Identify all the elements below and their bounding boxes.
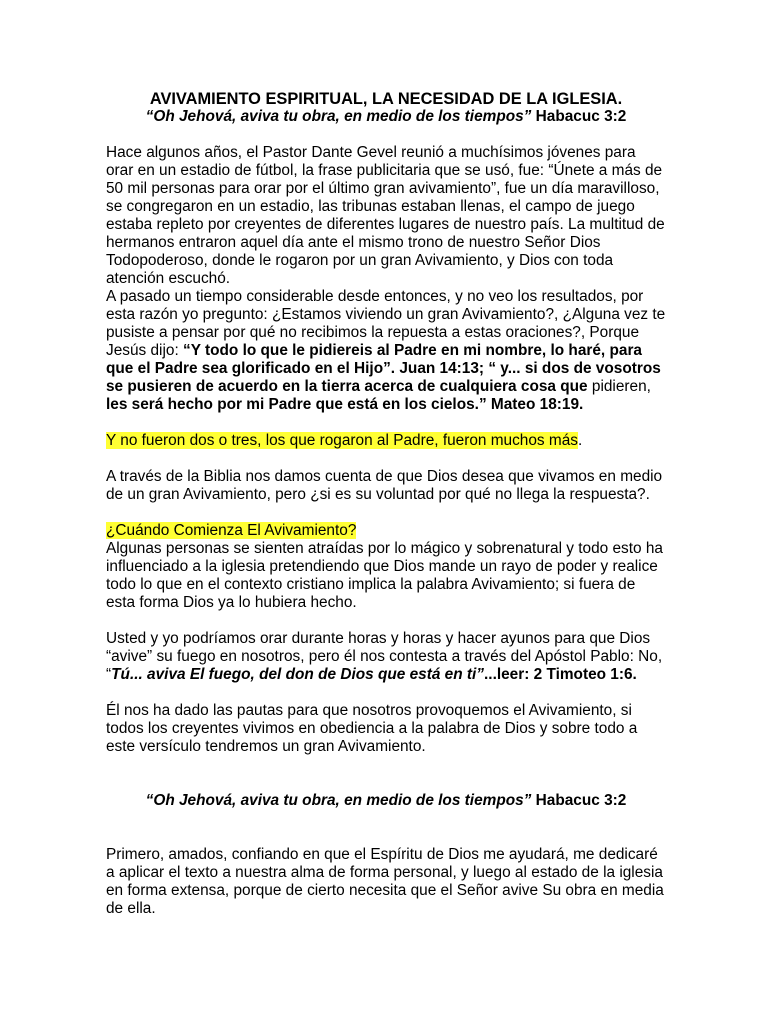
paragraph-question — [106, 288, 666, 414]
section-heading-wrap — [106, 522, 666, 540]
paragraph-prayer — [106, 630, 666, 684]
spacer — [106, 612, 666, 630]
highlighted-text: Y no fueron dos o tres, los que rogaron al Padre, fueron muchos más — [106, 432, 578, 449]
bible-quote-mateo: les será hecho por mi Padre que está en los cielos.” Mateo 18:19. — [106, 396, 584, 413]
spacer — [106, 126, 666, 144]
highlighted-tail: . — [577, 432, 583, 449]
bible-quote-timoteo: Tú... aviva El fuego, del don de Dios que está en ti” — [111, 666, 485, 683]
spacer — [106, 810, 666, 828]
paragraph-prayer-text: Usted y yo podríamos orar durante horas y horas y hacer ayunos para que Dios “avive” su fuego en nosotros, pero él nos contesta a través del Apóstol Pablo: No, “ — [106, 630, 663, 683]
bible-quote-plain: pidieren, — [587, 378, 651, 395]
spacer — [106, 414, 666, 432]
paragraph-highlight — [106, 432, 666, 450]
bible-quote-juan: “Y todo lo que le pidiereis al Padre en mi nombre, lo haré, para que el Padre sea glorificado en el Hijo”. Juan 14:13; “ y... si dos de vosotros se pusieren de acuerdo en la tierra acerca de cualquiera cosa que — [106, 342, 661, 395]
spacer — [106, 756, 666, 774]
epigraph-repeat — [106, 792, 666, 810]
paragraph-first: Primero, amados, confiando en que el Espíritu de Dios me ayudará, me dedicaré a aplicar el texto a nuestra alma de forma personal, y luego al estado de la iglesia en forma extensa, porque de cierto necesita que el Señor avive Su obra en media de ella. — [106, 846, 664, 917]
epigraph — [106, 108, 666, 126]
epigraph2-quote: “Oh Jehová, aviva tu obra, en medio de los tiempos” — [145, 792, 532, 809]
paragraph-bible: A través de la Biblia nos damos cuenta de que Dios desea que vivamos en medio de un gran Avivamiento, pero ¿si es su voluntad por qué no llega la respuesta?. — [106, 468, 663, 503]
paragraph-guidelines: Él nos ha dado las pautas para que nosotros provoquemos el Avivamiento, si todos los creyentes vivimos en obediencia a la palabra de Dios y sobre todo a este versículo tendremos un gran Avivamiento. — [106, 702, 638, 755]
spacer — [106, 684, 666, 702]
spacer — [106, 828, 666, 846]
spacer — [106, 774, 666, 792]
epigraph-quote: “Oh Jehová, aviva tu obra, en medio de los tiempos” — [145, 108, 532, 125]
section-heading: ¿Cuándo Comienza El Avivamiento? — [106, 522, 357, 539]
epigraph-reference: Habacuc 3:2 — [531, 108, 627, 125]
spacer — [106, 504, 666, 522]
epigraph2-reference: Habacuc 3:2 — [531, 792, 627, 809]
document-body — [106, 90, 666, 918]
spacer — [106, 450, 666, 468]
paragraph-intro: Hace algunos años, el Pastor Dante Gevel reunió a muchísimos jóvenes para orar en un estadio de fútbol, la frase publicitaria que se usó, fue: “Únete a más de 50 mil personas para orar por el último gran avivamiento”, fue un día maravilloso, se congregaron en un estadio, las tribunas estaban llenas, el campo de juego estaba repleto por creyentes de diferentes lugares de nuestro país. La multitud de hermanos entraron aquel día ante el mismo trono de nuestro Señor Dios Todopoderoso, donde le rogaron por un gran Avivamiento, y Dios con toda atención escuchó. — [106, 144, 665, 287]
paragraph-question-text: A pasado un tiempo considerable desde entonces, y no veo los resultados, por esta razón yo pregunto: ¿Estamos viviendo un gran Avivamiento?, ¿Alguna vez te pusiste a pensar por qué no recibimos la repuesta a estas oraciones?, Porque Jesús dijo: — [106, 288, 666, 359]
document-title: AVIVAMIENTO ESPIRITUAL, LA NECESIDAD DE LA IGLESIA. — [149, 90, 623, 108]
paragraph-magic: Algunas personas se sienten atraídas por lo mágico y sobrenatural y todo esto ha influenciado a la iglesia pretendiendo que Dios mande un rayo de poder y realice todo lo que en el contexto cristiano implica la palabra Avivamiento; si fuera de esta forma Dios ya lo hubiera hecho. — [106, 540, 663, 611]
bible-reference-timoteo: ...leer: 2 Timoteo 1:6. — [484, 666, 637, 683]
